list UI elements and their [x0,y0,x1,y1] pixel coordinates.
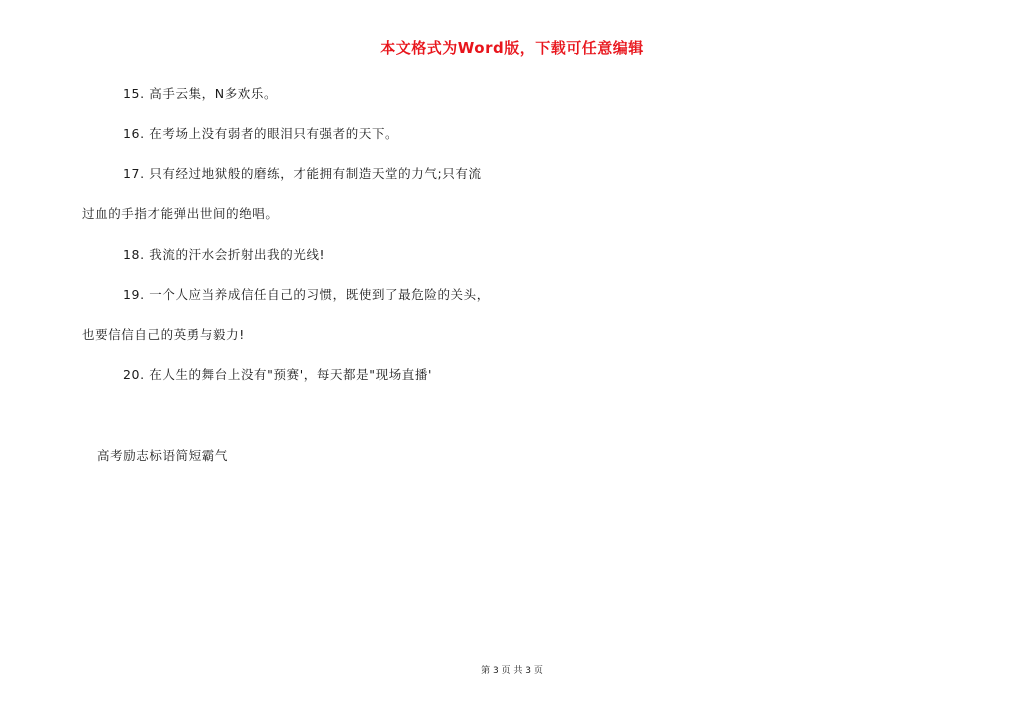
text-line-19-continued: 也要信信自己的英勇与毅力! [82,327,245,342]
text-line-15: 15. 高手云集，N多欢乐。 [123,86,278,101]
document-header-title: 本文格式为Word版，下载可任意编辑 [380,39,644,57]
text-line-20: 20. 在人生的舞台上没有"预赛'，每天都是"现场直播' [123,367,433,382]
text-line-16: 16. 在考场上没有弱者的眼泪只有强者的天下。 [123,126,399,141]
text-line-19: 19. 一个人应当养成信任自己的习惯，既使到了最危险的关头， [123,287,490,302]
section-heading: 高考励志标语简短霸气 [97,448,229,463]
page-number-footer: 第 3 页 共 3 页 [481,666,543,676]
text-line-18: 18. 我流的汗水会折射出我的光线! [123,247,326,262]
text-line-17-continued: 过血的手指才能弹出世间的绝唱。 [82,206,279,221]
text-line-17: 17. 只有经过地狱般的磨练，才能拥有制造天堂的力气;只有流 [123,166,482,181]
